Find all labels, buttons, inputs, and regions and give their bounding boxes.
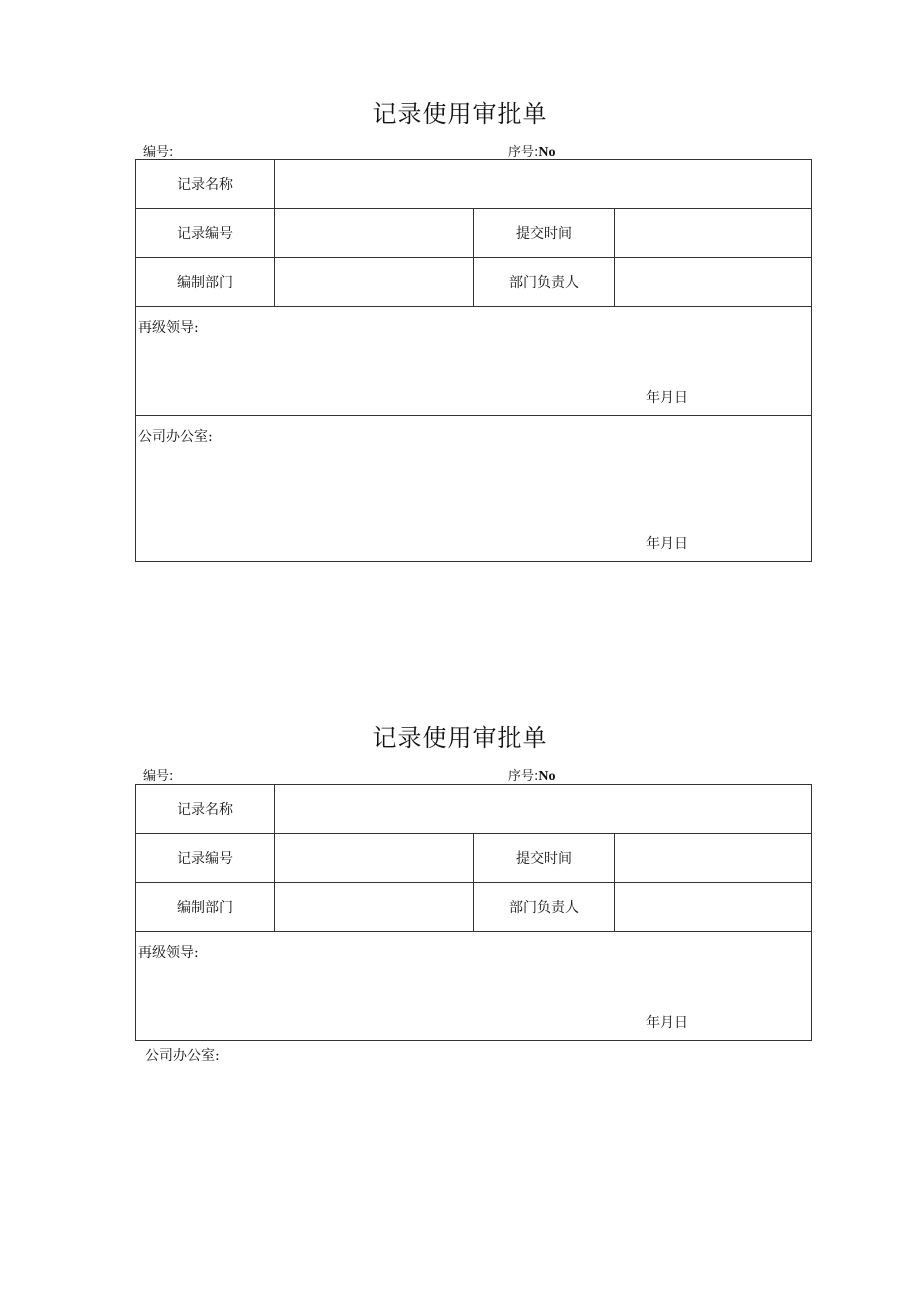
record-name-field[interactable] (275, 160, 812, 209)
form-title: 记录使用审批单 (372, 724, 548, 752)
number-label: 编号: (143, 145, 174, 160)
serial-label: 序号: (508, 769, 539, 784)
record-name-label: 记录名称 (136, 785, 275, 834)
dept-head-label: 部门负责人 (474, 883, 615, 932)
dept-field[interactable] (275, 883, 474, 932)
serial-field (508, 141, 556, 161)
office-date: 年月日 (646, 536, 688, 552)
leader-approval-section[interactable] (136, 932, 812, 1041)
submit-time-label: 提交时间 (474, 209, 615, 258)
number-label: 编号: (143, 769, 174, 784)
form-table (135, 159, 812, 562)
office-approval-section[interactable] (136, 416, 812, 562)
leader-label: 再级领导: (138, 320, 199, 336)
record-name-field[interactable] (275, 785, 812, 834)
dept-field[interactable] (275, 258, 474, 307)
serial-field (508, 765, 556, 785)
dept-label: 编制部门 (136, 883, 275, 932)
form-title: 记录使用审批单 (372, 100, 548, 128)
leader-date: 年月日 (646, 1015, 688, 1031)
serial-value: No (538, 769, 556, 784)
serial-value: No (538, 145, 556, 160)
record-number-label: 记录编号 (136, 209, 275, 258)
dept-head-field[interactable] (615, 883, 812, 932)
record-number-field[interactable] (275, 209, 474, 258)
record-name-label: 记录名称 (136, 160, 275, 209)
leader-date: 年月日 (646, 390, 688, 406)
leader-approval-section[interactable] (136, 307, 812, 416)
dept-head-label: 部门负责人 (474, 258, 615, 307)
serial-label: 序号: (508, 145, 539, 160)
record-number-label: 记录编号 (136, 834, 275, 883)
submit-time-field[interactable] (615, 834, 812, 883)
submit-time-label: 提交时间 (474, 834, 615, 883)
dept-head-field[interactable] (615, 258, 812, 307)
form-table (135, 784, 812, 1041)
submit-time-field[interactable] (615, 209, 812, 258)
leader-label: 再级领导: (138, 945, 199, 961)
office-label: 公司办公室: (138, 429, 213, 445)
office-label: 公司办公室: (145, 1048, 220, 1064)
dept-label: 编制部门 (136, 258, 275, 307)
record-number-field[interactable] (275, 834, 474, 883)
